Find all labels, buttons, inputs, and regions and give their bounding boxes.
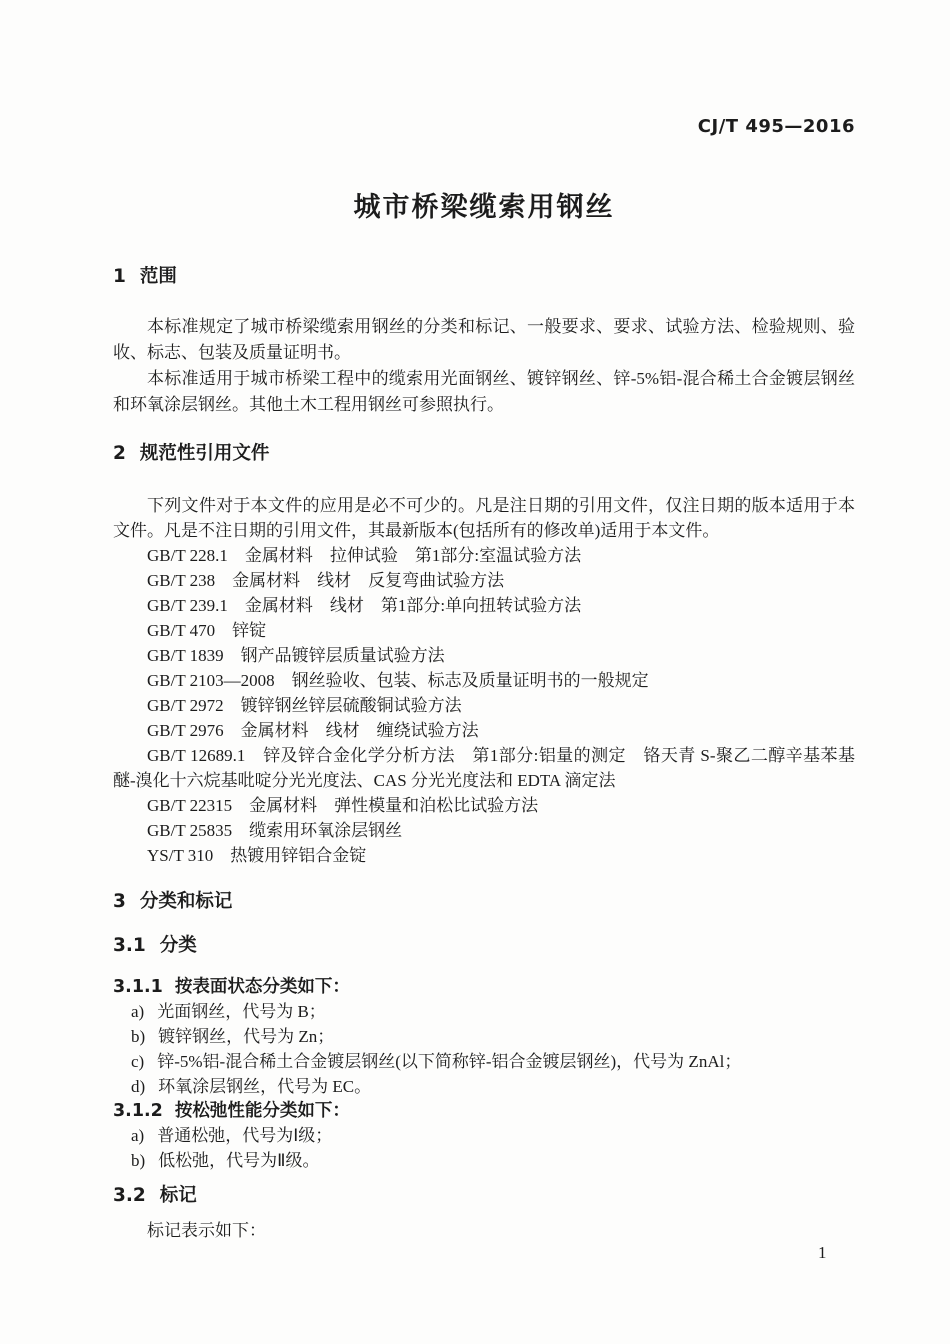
list-item-label: a): [131, 1002, 145, 1021]
reference-item: YS/T 310 热镀用锌铝合金锭: [147, 846, 367, 865]
section-2-heading: [113, 443, 855, 465]
list-item-text: 镀锌钢丝，代号为 Zn；: [158, 1027, 335, 1046]
section-3-1-heading: [113, 935, 855, 957]
standard-number: CJ/T 495—2016: [697, 116, 855, 137]
list-item-text: 普通松弛，代号为Ⅰ级；: [157, 1126, 333, 1145]
list-item-label: b): [131, 1027, 146, 1046]
clause-3-1-1-heading: [113, 975, 855, 999]
reference-item: GB/T 2976 金属材料 线材 缠绕试验方法: [147, 721, 479, 740]
section-3-number: 3: [113, 891, 126, 912]
section-1-number: 1: [113, 266, 126, 287]
normative-references-list: [113, 543, 855, 868]
list-item: [113, 1074, 855, 1099]
list-item-text: 锌-5%铝-混合稀土合金镀层钢丝(以下简称锌-铝合金镀层钢丝)，代号为 ZnAl；: [157, 1052, 742, 1071]
reference-item: GB/T 239.1 金属材料 线材 第1部分:单向扭转试验方法: [147, 596, 582, 615]
reference-item: GB/T 2972 镀锌钢丝锌层硫酸铜试验方法: [147, 696, 462, 715]
section-1-paragraph-2: 本标准适用于城市桥梁工程中的缆索用光面钢丝、镀锌钢丝、锌-5%铝-混合稀土合金镀层钢丝和环氧涂层钢丝。其他土木工程用钢丝可参照执行。: [113, 369, 855, 414]
clause-3-1-2-number: 3.1.2: [113, 1101, 163, 1121]
section-2-intro: 下列文件对于本文件的应用是必不可少的。凡是注日期的引用文件，仅注日期的版本适用于本文件。凡是不注日期的引用文件，其最新版本(包括所有的修改单)适用于本文件。: [113, 496, 855, 540]
list-item: [113, 1123, 855, 1148]
section-1-title: 范围: [139, 266, 177, 287]
reference-item: GB/T 470 锌锭: [147, 621, 267, 640]
list-item: [113, 1024, 855, 1049]
page-number: 1: [818, 1243, 827, 1262]
clause-3-1-1-title: 按表面状态分类如下：: [174, 977, 350, 997]
list-item: [113, 1148, 855, 1173]
section-3-2-heading: [113, 1185, 855, 1207]
reference-item: GB/T 2103—2008 钢丝验收、包装、标志及质量证明书的一般规定: [147, 671, 649, 690]
list-item-text: 低松弛，代号为Ⅱ级。: [158, 1151, 320, 1170]
surface-classification-list: [113, 999, 855, 1099]
reference-item: GB/T 1839 钢产品镀锌层质量试验方法: [147, 646, 445, 665]
section-3-2-title: 标记: [159, 1185, 197, 1206]
section-3-2-paragraph: 标记表示如下：: [147, 1221, 266, 1240]
clause-3-1-2-title: 按松弛性能分类如下：: [174, 1101, 350, 1121]
clause-3-1-2-heading: [113, 1099, 855, 1123]
section-2-number: 2: [113, 443, 126, 464]
reference-item: GB/T 12689.1 锌及锌合金化学分析方法 第1部分:铝量的测定 铬天青 S-聚乙二醇辛基苯基醚-溴化十六烷基吡啶分光光度法、CAS 分光光度法和 EDTA 滴定法: [113, 746, 855, 790]
reference-item: GB/T 22315 金属材料 弹性模量和泊松比试验方法: [147, 796, 539, 815]
reference-item: GB/T 228.1 金属材料 拉伸试验 第1部分:室温试验方法: [147, 546, 582, 565]
list-item: [113, 1049, 855, 1074]
section-3-heading: [113, 891, 855, 913]
list-item: [113, 999, 855, 1024]
section-2-title: 规范性引用文件: [139, 443, 270, 464]
section-1-heading: [113, 266, 855, 288]
list-item-label: a): [131, 1126, 145, 1145]
section-3-1-title: 分类: [159, 935, 197, 956]
section-3-2-number: 3.2: [113, 1185, 146, 1206]
list-item-label: d): [131, 1077, 146, 1096]
relaxation-classification-list: [113, 1123, 855, 1173]
section-3-1-number: 3.1: [113, 935, 146, 956]
list-item-text: 光面钢丝，代号为 B；: [157, 1002, 326, 1021]
section-1-paragraph-1: 本标准规定了城市桥梁缆索用钢丝的分类和标记、一般要求、要求、试验方法、检验规则、验收、标志、包装及质量证明书。: [113, 317, 855, 362]
reference-item: GB/T 25835 缆索用环氧涂层钢丝: [147, 821, 403, 840]
clause-3-1-1-number: 3.1.1: [113, 977, 163, 997]
list-item-text: 环氧涂层钢丝，代号为 EC。: [158, 1077, 372, 1096]
document-title: 城市桥梁缆索用钢丝: [353, 192, 615, 223]
reference-item: GB/T 238 金属材料 线材 反复弯曲试验方法: [147, 571, 505, 590]
section-3-title: 分类和标记: [139, 891, 233, 912]
list-item-label: c): [131, 1052, 145, 1071]
list-item-label: b): [131, 1151, 146, 1170]
